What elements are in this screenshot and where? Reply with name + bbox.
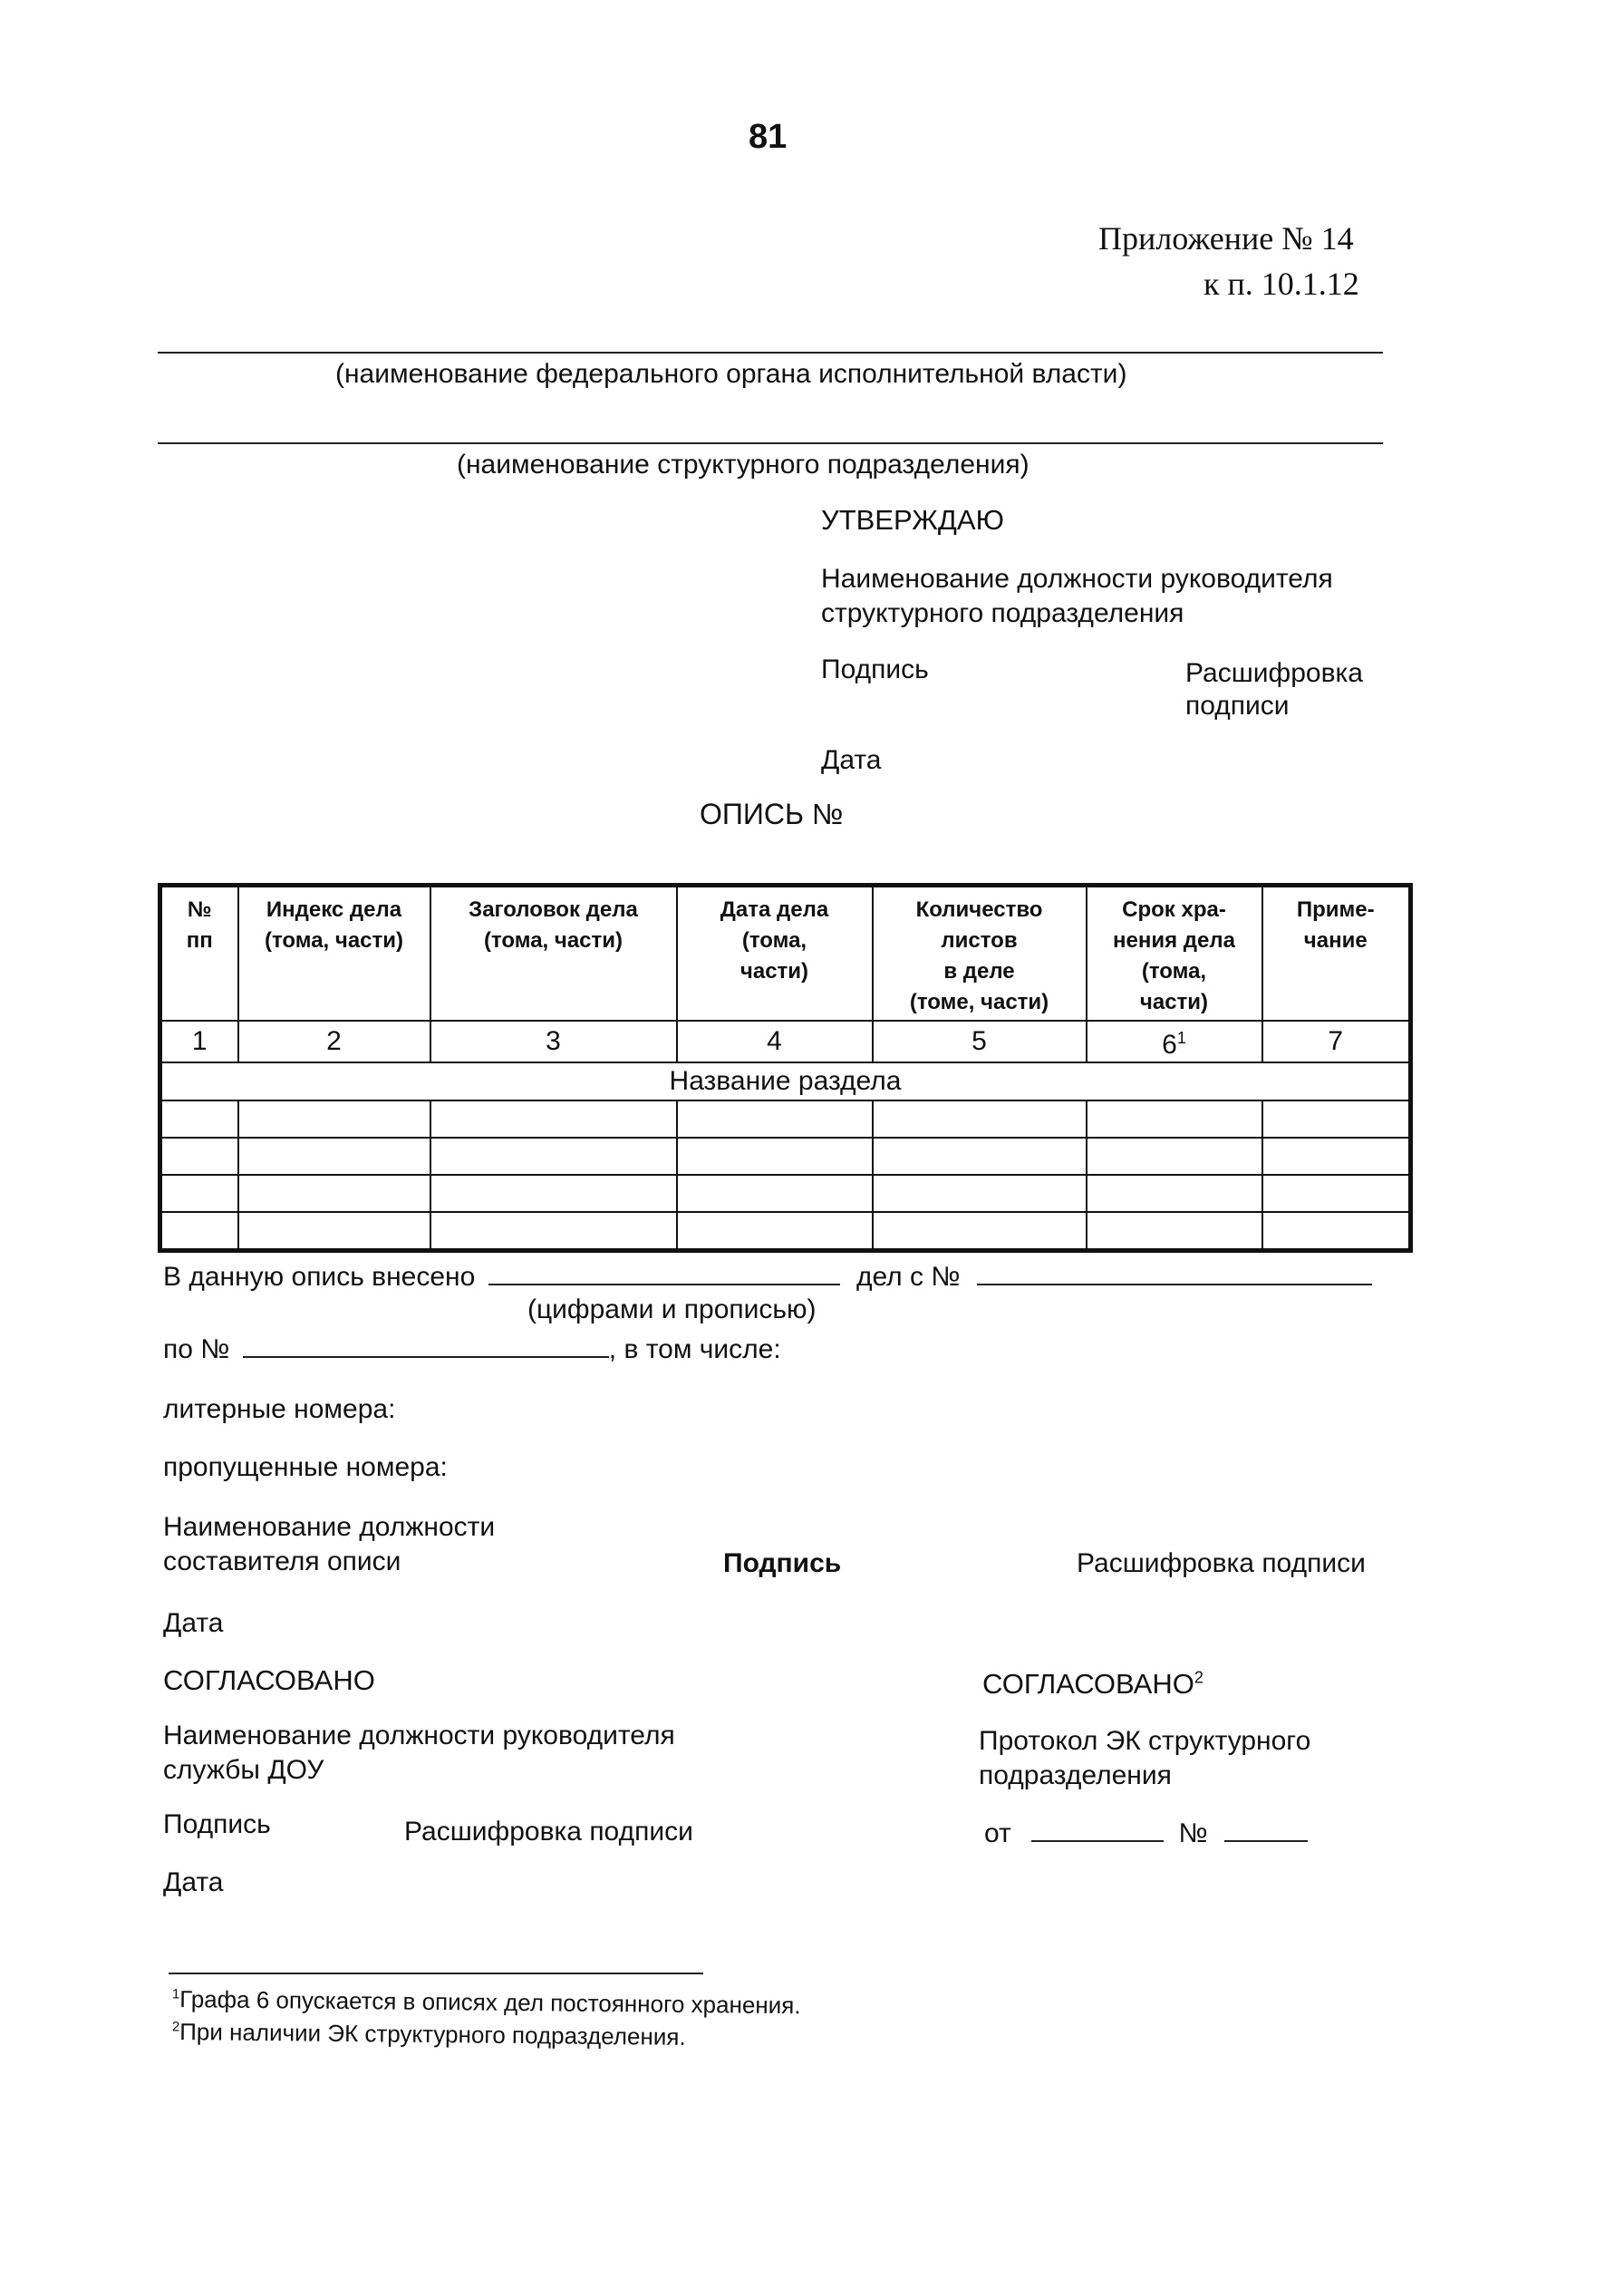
appendix-clause: к п. 10.1.12 — [1204, 266, 1359, 302]
header-note: Приме- чание — [1262, 886, 1411, 1022]
division-caption: (наименование структурного подразделения) — [457, 450, 1030, 480]
agreed-left-position-line2: службы ДОУ — [163, 1755, 324, 1785]
approve-position-line2: структурного подразделения — [821, 598, 1184, 628]
section-title: Название раздела — [160, 1062, 1411, 1100]
agreed-right-line1: Протокол ЭК структурного — [979, 1726, 1311, 1756]
federal-body-line — [158, 352, 1383, 354]
column-number: 5 — [873, 1021, 1087, 1062]
agreed-left-position-line1: Наименование должности руководителя — [163, 1721, 675, 1750]
inventory-table — [158, 883, 1413, 1253]
table-number-row — [160, 1021, 1411, 1062]
division-line — [158, 442, 1383, 444]
footnote-1: $^1$Графа 6 опускается в описях дел постоянного хранения. — [171, 1985, 801, 2020]
page-number: 81 — [749, 118, 788, 156]
column-number: $6^1$ — [1087, 1021, 1262, 1062]
table-row — [160, 1138, 1411, 1175]
protocol-date-blank — [1031, 1817, 1164, 1842]
column-number: 1 — [160, 1021, 238, 1062]
approve-title: УТВЕРЖДАЮ — [821, 504, 1004, 536]
approve-decode-line2: подписи — [1185, 691, 1290, 721]
federal-body-caption: (наименование федерального органа исполнительной власти) — [335, 359, 1127, 389]
header-number: № пп — [160, 886, 238, 1022]
agreed-left-date: Дата — [163, 1867, 224, 1897]
header-storage-period: Срок хра- нения дела (тома, части) — [1087, 886, 1262, 1022]
agreed-right-title: СОГЛАСОВАНО$^2$ — [982, 1668, 1204, 1700]
agreed-left-decode: Расшифровка подписи — [404, 1817, 693, 1847]
approve-date: Дата — [821, 745, 882, 775]
agreed-left-title: СОГЛАСОВАНО — [163, 1664, 375, 1696]
appendix-number: Приложение № 14 — [1098, 220, 1354, 257]
compiler-signature: Подпись — [723, 1548, 842, 1578]
compiler-position-line2: составителя описи — [163, 1546, 401, 1576]
approve-signature: Подпись — [821, 654, 929, 684]
section-row — [160, 1062, 1411, 1100]
header-sheet-count: Количество листов в деле (томе, части) — [873, 886, 1087, 1022]
footnote-2: $^2$При наличии ЭК структурного подразделения. — [171, 2018, 686, 2050]
to-blank — [243, 1333, 609, 1358]
column-number: 3 — [430, 1021, 677, 1062]
approve-position-line1: Наименование должности руководителя — [821, 564, 1333, 594]
agreed-right-line2: подразделения — [979, 1760, 1172, 1790]
summary-to-line: по № , в том числе: — [163, 1334, 781, 1364]
inventory-title: ОПИСЬ № — [700, 798, 844, 830]
header-case-index: Индекс дела (тома, части) — [238, 886, 430, 1022]
letter-numbers: литерные номера: — [163, 1394, 396, 1424]
table-row — [160, 1175, 1411, 1212]
column-number: 4 — [677, 1021, 873, 1062]
entered-caption: (цифрами и прописью) — [527, 1294, 817, 1324]
table-header-row — [160, 886, 1411, 1022]
cases-from-blank — [977, 1260, 1372, 1285]
agreed-left-signature: Подпись — [163, 1809, 271, 1839]
table-row — [160, 1100, 1411, 1138]
compiler-decode: Расшифровка подписи — [1077, 1548, 1366, 1578]
compiler-position-line1: Наименование должности — [163, 1512, 496, 1542]
entered-blank — [488, 1260, 840, 1285]
protocol-date-number: от № — [984, 1817, 1308, 1849]
column-number: 7 — [1262, 1021, 1411, 1062]
missed-numbers: пропущенные номера: — [163, 1452, 448, 1482]
footnote-separator — [169, 1973, 703, 1974]
column-number: 2 — [238, 1021, 430, 1062]
table-row — [160, 1212, 1411, 1251]
footnote-mark: 2 — [1194, 1668, 1204, 1687]
header-case-title: Заголовок дела (тома, части) — [430, 886, 677, 1022]
protocol-number-blank — [1224, 1817, 1308, 1842]
summary-entered-line: В данную опись внесено дел с № — [163, 1260, 1372, 1293]
footnote-mark: 1 — [1176, 1029, 1186, 1047]
approve-decode-line1: Расшифровка — [1185, 658, 1363, 688]
header-case-date: Дата дела (тома, части) — [677, 886, 873, 1022]
compiler-date: Дата — [163, 1608, 224, 1638]
